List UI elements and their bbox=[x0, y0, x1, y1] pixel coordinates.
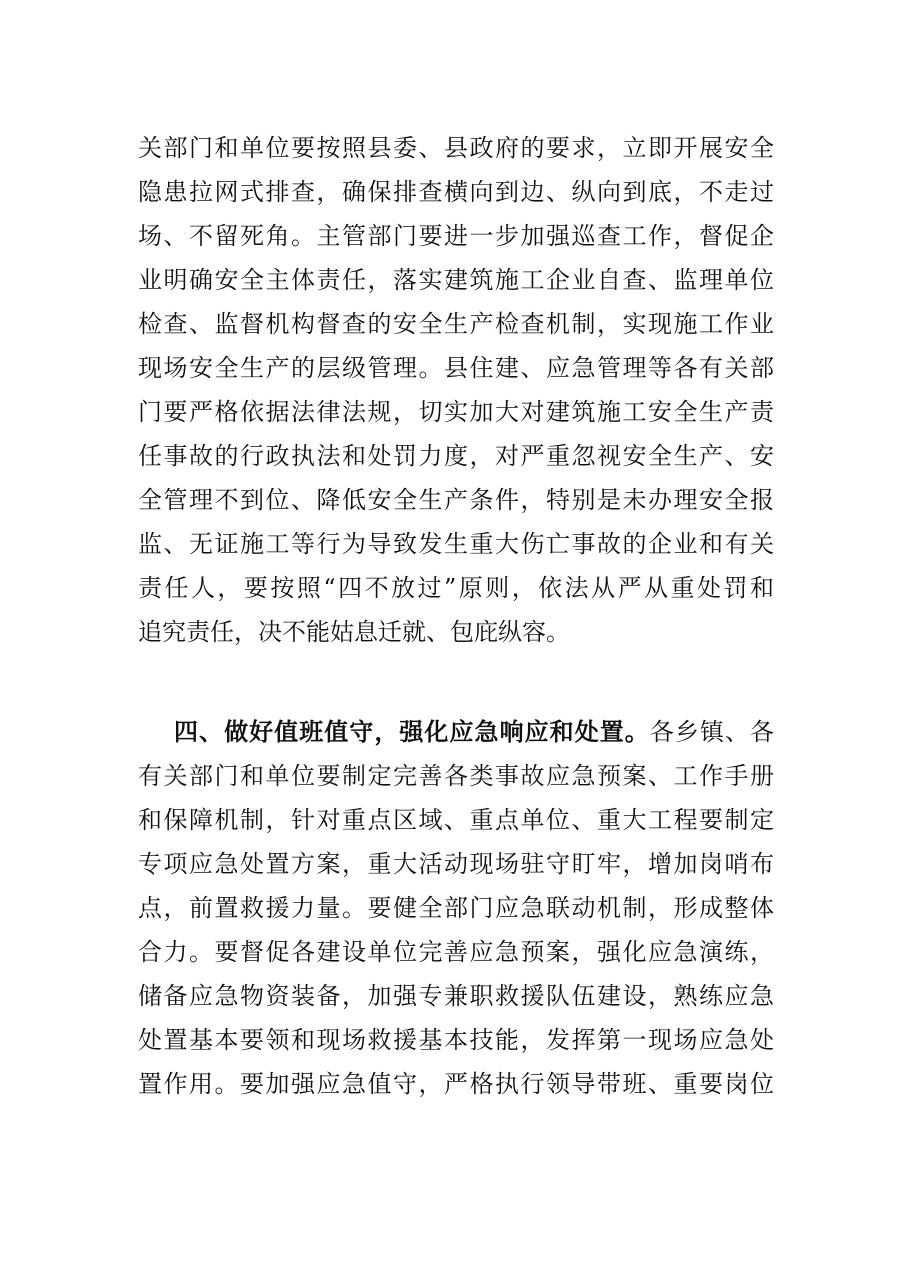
first-line-rest: 各乡镇、各 bbox=[649, 718, 775, 746]
text-line: 门要严格依据法律法规，切实加大对建筑施工安全生产责 bbox=[138, 398, 774, 426]
paragraph-2-first-line bbox=[138, 710, 774, 754]
text-line: 处置基本要领和现场救援基本技能，发挥第一现场应急处 bbox=[138, 1026, 774, 1054]
text-line: 责任人，要按照“四不放过”原则，依法从严从重处罚和 bbox=[138, 574, 774, 602]
section-heading: 四、做好值班值守，强化应急响应和处置。 bbox=[174, 718, 650, 746]
text-line: 任事故的行政执法和处罚力度，对严重忽视安全生产、安 bbox=[138, 442, 774, 470]
text-line: 隐患拉网式排查，确保排查横向到边、纵向到底，不走过 bbox=[138, 178, 774, 206]
text-line: 业明确安全主体责任，落实建筑施工企业自查、监理单位 bbox=[138, 266, 774, 294]
text-line: 点，前置救援力量。要健全部门应急联动机制，形成整体 bbox=[138, 894, 774, 922]
text-line: 关部门和单位要按照县委、县政府的要求，立即开展安全 bbox=[138, 134, 774, 162]
text-line: 现场安全生产的层级管理。县住建、应急管理等各有关部 bbox=[138, 354, 774, 382]
paragraph-1 bbox=[138, 126, 774, 654]
text-line: 置作用。要加强应急值守，严格执行领导带班、重要岗位 bbox=[138, 1070, 774, 1098]
paragraph-2 bbox=[138, 710, 774, 1106]
text-line: 合力。要督促各建设单位完善应急预案，强化应急演练， bbox=[138, 938, 774, 966]
text-line: 追究责任，决不能姑息迁就、包庇纵容。 bbox=[138, 618, 570, 646]
text-line: 专项应急处置方案，重大活动现场驻守盯牢，增加岗哨布 bbox=[138, 850, 774, 878]
text-line: 有关部门和单位要制定完善各类事故应急预案、工作手册 bbox=[138, 762, 774, 790]
text-line: 场、不留死角。主管部门要进一步加强巡查工作，督促企 bbox=[138, 222, 774, 250]
text-line: 检查、监督机构督查的安全生产检查机制，实现施工作业 bbox=[138, 310, 774, 338]
text-line: 监、无证施工等行为导致发生重大伤亡事故的企业和有关 bbox=[138, 530, 774, 558]
text-line: 全管理不到位、降低安全生产条件，特别是未办理安全报 bbox=[138, 486, 774, 514]
text-line: 储备应急物资装备，加强专兼职救援队伍建设，熟练应急 bbox=[138, 982, 774, 1010]
text-line: 和保障机制，针对重点区域、重点单位、重大工程要制定 bbox=[138, 806, 774, 834]
